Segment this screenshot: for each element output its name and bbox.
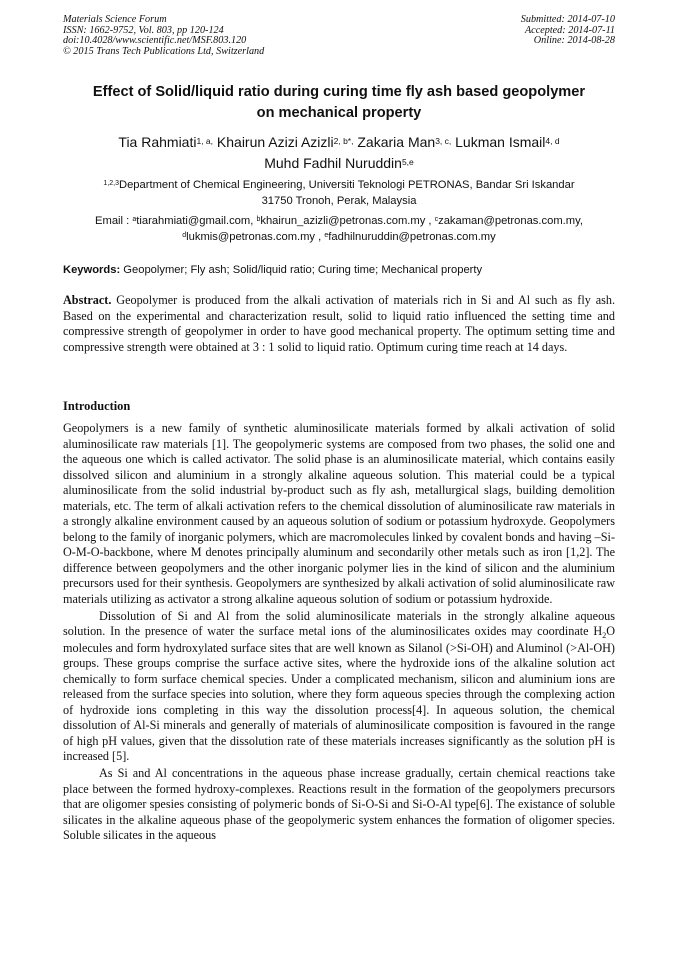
author-name: Lukman Ismail (455, 134, 546, 150)
paragraph-text: Dissolution of Si and Al from the solid aluminosilicate materials in the strongly alkaline aqueous solution. In the presence of water the surface metal ions of the aluminosilicates oxides may coordinate H (63, 608, 615, 639)
author-list (30, 132, 648, 174)
author-affil-mark: 2, b*, (333, 136, 354, 146)
author-name: Muhd Fadhil Nuruddin (264, 155, 402, 171)
keywords-text: Geopolymer; Fly ash; Solid/liquid ratio; Curing time; Mechanical property (120, 264, 483, 276)
email-address[interactable]: fadhilnuruddin@petronas.com.my (328, 231, 496, 243)
abstract-text: Geopolymer is produced from the alkali activation of materials rich in Si and Al such as fly ash. Based on the experimental and characterization result, solid to liquid ratio influenced the setting time and compressive strength of geopolymer in order to have good mechanical property. The optimum setting time and compressive strength were obtained at 3 : 1 solid to liquid ratio. Optimum curing time reach at 14 days. (63, 293, 615, 354)
journal-header-left (63, 15, 264, 57)
submitted-date: Submitted: 2014-07-10 (520, 14, 615, 25)
affiliation (40, 177, 638, 209)
author-affil-mark: 4, d (545, 136, 560, 146)
abstract (63, 293, 615, 355)
email-mark: b (256, 216, 261, 223)
section-heading-introduction: Introduction (63, 399, 131, 413)
email-mark: e (324, 232, 329, 239)
author-affil-mark: 1, a, (196, 136, 214, 146)
author-affil-mark: 5,e (401, 157, 414, 167)
author-affil-mark: 3, c, (435, 136, 452, 146)
journal-doi: doi:10.4028/www.scientific.net/MSF.803.120 (63, 35, 247, 47)
journal-name: Materials Science Forum (63, 14, 167, 25)
introduction-body (63, 421, 615, 845)
affiliation-mark: 1,2,3 (103, 180, 119, 187)
accepted-date: Accepted: 2014-07-11 (524, 24, 615, 36)
author-name: Tia Rahmiati (118, 134, 197, 150)
paper-title (40, 82, 638, 124)
journal-copyright: © 2015 Trans Tech Publications Ltd, Switzerland (63, 45, 265, 57)
affiliation-line-2: 31750 Tronoh, Perak, Malaysia (261, 195, 417, 207)
subscript: 2 (602, 631, 607, 641)
email-address[interactable]: khairun_azizli@petronas.com.my , (260, 215, 435, 227)
paragraph: As Si and Al concentrations in the aqueous phase increase gradually, certain chemical reactions take place between the formed hydroxy-complexes. Reactions result in the formation of the geopolymers precursors that are oligomer spesies consisting of polymeric bonds of Si-O-Si and Si-O-Al type[6]. The existance of soluble silicates in the alkaline aqueous phase of the geopolymeric system enhances the formation of oligomer species. Soluble silicates in the aqueous (63, 766, 615, 843)
paragraph: Geopolymers is a new family of synthetic aluminosilicate materials formed by alkali activation of solid aluminosilicate raw materials [1]. The geopolymeric systems are composed from two phases, the solid one and the aqueous one which is called activator. The solid phase is an aluminosilicate material, which contains easily dissolved silicon and aluminium in a strongly alkaline aqueous solution. This material could be a typical aluminosilicate from the solid industrial by-product such as fly ash, metallurgical slags, building demolition materials, etc. The term of alkali activation refers to the chemical dissolution of aluminosilicate raw materials in a strongly alkaline environment caused by an aqueous solution of sodium or potassium hydroxyde. Geopolymers belong to the family of inorganic polymers, which are macromolecules linked by covalent bonds and having –Si-O-M-O-backbone, where M denotes principally aluminum and secondarily other metals such as iron [1,2]. The difference between geopolymers and the other inorganic polymer lies in the kind of silicon and the aluminium precursors used for their synthesis. Geopolymers are synthesized by alkali activation of solid aluminosilicate raw materials utilizing as activator a strong alkaline aqueous solution of sodium or potassium hydroxide. (63, 421, 615, 607)
email-mark: d (182, 232, 187, 239)
email-label: Email : (95, 215, 133, 227)
email-address[interactable]: tiarahmiati@gmail.com, (136, 215, 257, 227)
title-line-2: on mechanical property (256, 105, 422, 121)
paragraph-text: O molecules and form hydroxylated surface sites that are well known as Silanol (>Si-OH) and Aluminol (>Al-OH) groups. These groups comprise the surface active sites, where the hydroxide ions of the alkaline solution act chemically to form surface chemical species. Under a complicated mechanism, silicon and aluminium ions are released from the surface species into solution, where they form aqueous species through the complexing action of hydroxide ions completing in this way the dissolution process[4]. In aqueous solution, the chemical dissolution of Al-Si minerals and generally of materials of aluminosilicate composition is favoured in the range of high pH values, given that the dissolution rate of these materials increases significantly as the solution pH is increased [5]. (63, 624, 615, 764)
author-name: Khairun Azizi Azizli (216, 134, 334, 150)
email-mark: c (434, 216, 439, 223)
email-block (40, 213, 638, 245)
affiliation-line-1: Department of Chemical Engineering, Universiti Teknologi PETRONAS, Bandar Sri Iskandar (119, 179, 575, 191)
author-name: Zakaria Man (357, 134, 436, 150)
abstract-label: Abstract. (63, 293, 112, 307)
paragraph (63, 609, 615, 765)
online-date: Online: 2014-08-28 (533, 35, 615, 47)
email-mark: a (132, 216, 137, 223)
keywords (63, 263, 623, 278)
email-address[interactable]: zakaman@petronas.com.my, (438, 215, 583, 227)
journal-issn: ISSN: 1662-9752, Vol. 803, pp 120-124 (63, 24, 224, 36)
title-line-1: Effect of Solid/liquid ratio during curing time fly ash based geopolymer (92, 84, 586, 100)
keywords-label: Keywords: (63, 264, 121, 276)
email-address[interactable]: lukmis@petronas.com.my , (186, 231, 325, 243)
journal-header-right (521, 15, 615, 47)
